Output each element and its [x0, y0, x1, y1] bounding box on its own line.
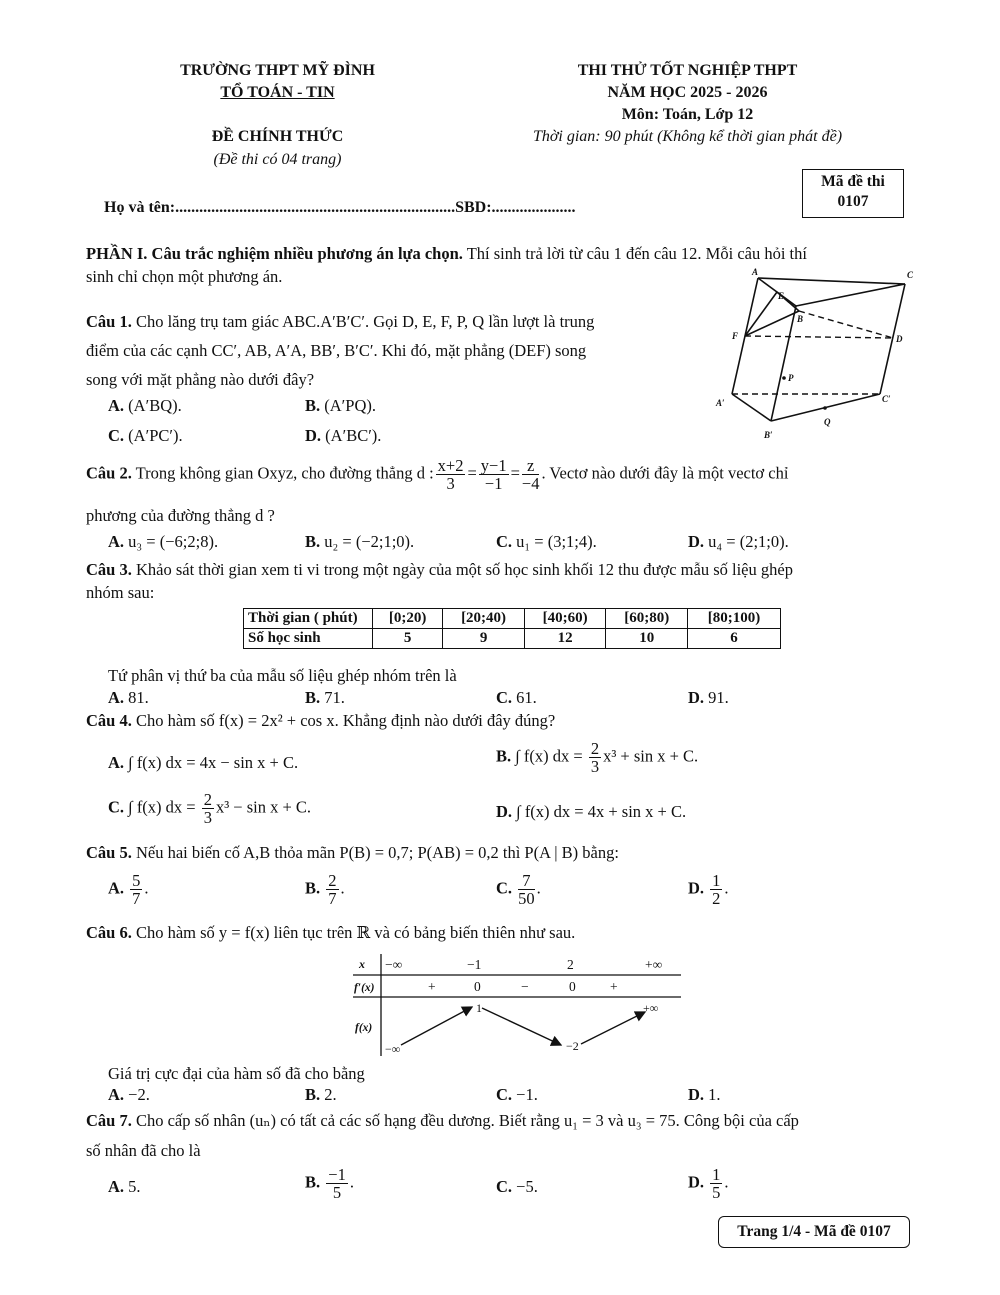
q7-option-b[interactable]	[305, 1166, 354, 1202]
q2-option-c-letter: C.	[496, 532, 513, 551]
exam-code-value: 0107	[837, 193, 869, 210]
q4-option-c-num: 2	[203, 790, 212, 809]
q2-option-c-text: u₁ = (3;1;4).	[512, 532, 597, 551]
prism-label-p: P	[788, 373, 794, 383]
vt-right-value: +∞	[643, 1001, 659, 1015]
q1-option-d-text: (A′BC′).	[321, 426, 382, 445]
q6-option-b-letter: B.	[305, 1085, 321, 1104]
vt-zero-2: 0	[569, 979, 576, 994]
part1-title: PHẦN I. Câu trắc nghiệm nhiều phương án lựa chọn.	[86, 244, 463, 263]
prism-label-a: A	[752, 267, 759, 277]
q3-option-a-letter: A.	[108, 688, 125, 707]
prism-label-d: D	[896, 334, 903, 344]
q6-text: Cho hàm số y = f(x) liên tục trên ℝ và có bảng biến thiên như sau.	[131, 923, 576, 942]
q3-option-c-letter: C.	[496, 688, 513, 707]
page-footer: Trang 1/4 - Mã đề 0107	[718, 1216, 910, 1248]
q7-option-a[interactable]	[108, 1177, 141, 1197]
q2-option-a[interactable]	[108, 532, 218, 552]
q2-option-c[interactable]	[496, 532, 597, 552]
q2-fraction-x	[436, 457, 466, 493]
q4-option-b-den: 3	[590, 757, 600, 777]
q7-option-a-letter: A.	[108, 1177, 125, 1196]
q3-option-b-letter: B.	[305, 688, 321, 707]
prism-label-a-prime: A′	[716, 398, 725, 408]
q2-equals-2: =	[510, 463, 520, 483]
q2-fraction-x-den: 3	[446, 474, 455, 494]
q6-option-c-letter: C.	[496, 1085, 513, 1104]
q4-option-b-post: x³ + sin x + C.	[603, 746, 699, 766]
frequency-table	[243, 608, 781, 649]
q5-option-c-fraction	[518, 872, 535, 908]
prism-label-f: F	[732, 331, 739, 341]
q3-option-a-text: 81.	[124, 688, 149, 707]
q1-label: Câu 1.	[86, 312, 132, 331]
prism-label-b-prime: B′	[764, 430, 773, 440]
vt-x3: 2	[567, 957, 574, 972]
q1-option-a[interactable]	[108, 396, 182, 416]
q1-option-b[interactable]	[305, 396, 376, 416]
q5-option-b-fraction	[326, 872, 338, 908]
q5-option-d-letter: D.	[688, 878, 705, 898]
q1-line1	[86, 312, 594, 332]
q6-option-d-text: 1.	[704, 1085, 721, 1104]
q2-option-a-letter: A.	[108, 532, 125, 551]
q3-label: Câu 3.	[86, 560, 132, 579]
q5-text: Nếu hai biến cố A,B thỏa mãn P(B) = 0,7; P(AB) = 0,2 thì P(A | B) bằng:	[131, 843, 619, 862]
table-header-cell: [60;80)	[606, 609, 688, 629]
q3-question: Tứ phân vị thứ ba của mẫu số liệu ghép nhóm trên là	[108, 666, 457, 685]
q3-option-b-text: 71.	[320, 688, 345, 707]
q4-option-b[interactable]	[496, 740, 698, 776]
q2-fraction-z-den: −4	[521, 474, 540, 494]
q5-option-b[interactable]	[305, 872, 345, 908]
q2-line2: phương của đường thẳng d ?	[86, 506, 275, 525]
table-cell: 9	[443, 629, 525, 649]
q6-question: Giá trị cực đại của hàm số đã cho bằng	[108, 1064, 365, 1083]
q4-option-c-pre: ∫ f(x) dx =	[124, 797, 200, 817]
school-name: TRƯỜNG THPT MỸ ĐÌNH	[180, 62, 375, 79]
q1-line2: điểm của các cạnh CC′, AB, A′A, BB′, B′C′. Khi đó, mặt phẳng (DEF) song	[86, 341, 587, 360]
vt-left-value: −∞	[385, 1042, 401, 1056]
q5-option-d-num: 1	[712, 871, 721, 890]
q4-option-a-letter: A.	[108, 753, 125, 772]
q5-option-a[interactable]	[108, 872, 149, 908]
table-cell: Số học sinh	[244, 629, 373, 649]
q4-line1	[86, 711, 555, 731]
q3-option-d-text: 91.	[704, 688, 729, 707]
q1-option-c-letter: C.	[108, 426, 125, 445]
q1-option-a-text: (A′BQ).	[124, 396, 182, 415]
part1-text-line2: sinh chỉ chọn một phương án.	[86, 267, 283, 286]
q3-line1	[86, 560, 793, 580]
table-header-cell: [20;40)	[443, 609, 525, 629]
q7-option-c-text: −5.	[512, 1177, 538, 1196]
q6-option-d-letter: D.	[688, 1085, 705, 1104]
q7-option-c-letter: C.	[496, 1177, 513, 1196]
q4-option-d-text: ∫ f(x) dx = 4x + sin x + C.	[512, 802, 687, 821]
q5-option-b-letter: B.	[305, 878, 321, 898]
q4-option-c[interactable]	[108, 791, 311, 827]
q7-option-d-den: 5	[712, 1183, 721, 1203]
vt-sign-2: −	[521, 979, 529, 994]
q7-option-d-num: 1	[712, 1165, 721, 1184]
q4-option-a-text: ∫ f(x) dx = 4x − sin x + C.	[124, 753, 299, 772]
vt-sign-3: +	[610, 979, 618, 994]
q7-option-b-num: −1	[328, 1165, 346, 1184]
q2-text-pre: Trong không gian Oxyz, cho đường thẳng d :	[131, 463, 434, 483]
q6-option-a-letter: A.	[108, 1085, 125, 1104]
table-header-cell: Thời gian ( phút)	[244, 609, 373, 629]
q5-option-a-num: 5	[132, 871, 141, 890]
q1-option-c-text: (A′PC′).	[124, 426, 183, 445]
table-header-cell: [0;20)	[373, 609, 443, 629]
vt-f-label: f(x)	[355, 1022, 373, 1034]
table-row	[244, 629, 781, 649]
prism-label-c-prime: C′	[882, 394, 891, 404]
variation-table	[345, 952, 685, 1058]
q1-text-1: Cho lăng trụ tam giác ABC.A′B′C′. Gọi D, E, F, P, Q lần lượt là trung	[131, 312, 595, 331]
prism-label-q: Q	[824, 417, 831, 427]
q6-line1	[86, 923, 575, 943]
q5-option-d-dot: .	[724, 878, 729, 898]
q6-option-c-text: −1.	[512, 1085, 538, 1104]
vt-zero-1: 0	[474, 979, 481, 994]
q5-option-b-den: 7	[328, 889, 337, 909]
q7-label: Câu 7.	[86, 1111, 132, 1130]
q2-option-d[interactable]	[688, 532, 789, 552]
table-header-cell: [80;100)	[688, 609, 781, 629]
vt-min-value: −2	[566, 1039, 579, 1053]
vt-sign-1: +	[428, 979, 436, 994]
prism-label-b: B	[797, 314, 804, 324]
q4-option-b-fraction	[589, 740, 601, 776]
q4-option-c-letter: C.	[108, 797, 125, 817]
q1-option-b-text: (A′PQ).	[320, 396, 376, 415]
q5-option-d-den: 2	[712, 889, 721, 909]
q3-option-b[interactable]	[305, 688, 345, 708]
part1-intro	[86, 244, 807, 264]
q6-option-d[interactable]	[688, 1085, 721, 1105]
q4-option-b-pre: ∫ f(x) dx =	[511, 746, 587, 766]
q3-option-d-letter: D.	[688, 688, 705, 707]
q2-fraction-x-num: x+2	[437, 456, 464, 475]
q5-option-a-dot: .	[144, 878, 149, 898]
q1-option-a-letter: A.	[108, 396, 125, 415]
school-year: NĂM HỌC 2025 - 2026	[607, 84, 768, 101]
q4-option-a[interactable]	[108, 753, 298, 773]
time-note: Thời gian: 90 phút (Không kể thời gian phát đề)	[532, 128, 843, 145]
q4-option-d[interactable]	[496, 802, 686, 822]
q2-label: Câu 2.	[86, 463, 132, 483]
q6-option-c[interactable]	[496, 1085, 538, 1105]
q1-option-c[interactable]	[108, 426, 183, 446]
q7-option-d[interactable]	[688, 1166, 729, 1202]
q3-option-c-text: 61.	[512, 688, 537, 707]
q7-option-b-den: 5	[332, 1183, 342, 1203]
prism-label-c: C	[907, 270, 914, 280]
q4-label: Câu 4.	[86, 711, 132, 730]
vt-max-value: 1	[476, 1001, 482, 1015]
q6-option-b-text: 2.	[320, 1085, 337, 1104]
prism-figure	[708, 266, 923, 446]
exam-code-label: Mã đề thi	[821, 173, 885, 190]
q7-option-b-letter: B.	[305, 1172, 321, 1192]
q5-option-a-den: 7	[132, 889, 141, 909]
q5-option-c-num: 7	[518, 872, 535, 890]
exam-code-box	[802, 169, 904, 218]
q7-option-c[interactable]	[496, 1177, 538, 1197]
vt-x-label: x	[359, 957, 365, 971]
vt-x4: +∞	[645, 957, 663, 972]
q5-option-c-letter: C.	[496, 878, 513, 898]
q1-option-d-letter: D.	[305, 426, 322, 445]
department-name: TỔ TOÁN - TIN	[220, 84, 335, 101]
q4-option-c-post: x³ − sin x + C.	[215, 797, 312, 817]
q5-option-a-letter: A.	[108, 878, 125, 898]
q7-line2: số nhân đã cho là	[86, 1141, 201, 1160]
table-cell: 10	[606, 629, 688, 649]
q5-option-c-den: 50	[518, 889, 535, 909]
q6-option-b[interactable]	[305, 1085, 337, 1105]
q2-fraction-y	[479, 457, 509, 493]
q2-option-a-text: u₃ = (−6;2;8).	[124, 532, 219, 551]
q4-option-b-num: 2	[590, 739, 600, 758]
q6-option-a-text: −2.	[124, 1085, 150, 1104]
table-cell: 5	[373, 629, 443, 649]
q3-line2: nhóm sau:	[86, 583, 155, 602]
q1-option-d[interactable]	[305, 426, 381, 446]
q5-option-b-num: 2	[328, 871, 337, 890]
vt-fprime-label: f′(x)	[354, 982, 375, 994]
table-cell: 6	[688, 629, 781, 649]
q7-option-b-fraction	[326, 1166, 348, 1202]
q6-option-a[interactable]	[108, 1085, 150, 1105]
table-row	[244, 609, 781, 629]
q2-equals-1: =	[467, 463, 477, 483]
q2-fraction-y-den: −1	[484, 474, 503, 494]
q2-line1	[86, 457, 788, 493]
q5-option-b-dot: .	[340, 878, 345, 898]
q2-option-b[interactable]	[305, 532, 414, 552]
q7-text-1: Cho cấp số nhân (uₙ) có tất cả các số hạng đều dương. Biết rằng u₁ = 3 và u₃ = 75. Công bội của cấp	[131, 1111, 799, 1130]
subject: Môn: Toán, Lớp 12	[621, 106, 754, 123]
q4-option-c-den: 3	[203, 808, 212, 828]
q7-line1	[86, 1111, 799, 1131]
q5-option-a-fraction	[130, 872, 142, 908]
q2-text-post: . Vectơ nào dưới đây là một vectơ chỉ	[541, 463, 789, 483]
q5-line1	[86, 843, 619, 863]
vt-x2: −1	[467, 957, 482, 972]
q2-fraction-y-num: y−1	[480, 456, 507, 475]
q5-option-c[interactable]	[496, 872, 541, 908]
q7-option-d-fraction	[710, 1166, 722, 1202]
q3-option-d[interactable]	[688, 688, 729, 708]
q6-label: Câu 6.	[86, 923, 132, 942]
table-header-cell: [40;60)	[524, 609, 606, 629]
q5-option-d-fraction	[710, 872, 722, 908]
q3-option-c[interactable]	[496, 688, 537, 708]
q7-option-b-dot: .	[349, 1172, 354, 1192]
q2-option-b-letter: B.	[305, 532, 321, 551]
q3-option-a[interactable]	[108, 688, 149, 708]
table-cell: 12	[524, 629, 606, 649]
vt-x1: −∞	[385, 957, 403, 972]
q5-option-d[interactable]	[688, 872, 729, 908]
q2-option-b-text: u₂ = (−2;1;0).	[320, 532, 415, 551]
q1-option-b-letter: B.	[305, 396, 321, 415]
q7-option-d-dot: .	[724, 1172, 729, 1192]
q2-option-d-letter: D.	[688, 532, 705, 551]
prism-label-e: E	[778, 291, 785, 301]
q4-option-b-letter: B.	[496, 746, 512, 766]
q1-line3: song với mặt phẳng nào dưới đây?	[86, 370, 315, 389]
q4-option-c-fraction	[202, 791, 214, 827]
q2-fraction-z-num: z	[522, 457, 540, 475]
student-name-line[interactable]: Họ và tên:......................................................................SBD:.....................	[104, 199, 576, 216]
q7-option-a-text: 5.	[124, 1177, 141, 1196]
pages-note: (Đề thi có 04 trang)	[213, 151, 342, 168]
q4-text: Cho hàm số f(x) = 2x² + cos x. Khẳng định nào dưới đây đúng?	[131, 711, 556, 730]
q5-option-c-dot: .	[536, 878, 541, 898]
q2-fraction-z	[522, 457, 540, 493]
q7-option-d-letter: D.	[688, 1172, 705, 1192]
q2-option-d-text: u₄ = (2;1;0).	[704, 532, 789, 551]
q5-label: Câu 5.	[86, 843, 132, 862]
part1-text: Thí sinh trả lời từ câu 1 đến câu 12. Mỗi câu hỏi thí	[462, 244, 807, 263]
exam-title: THI THỬ TỐT NGHIỆP THPT	[577, 62, 798, 79]
q4-option-d-letter: D.	[496, 802, 513, 821]
official-label: ĐỀ CHÍNH THỨC	[211, 128, 344, 145]
q3-text-1: Khảo sát thời gian xem ti vi trong một ngày của một số học sinh khối 12 thu được mẫu số liệu ghép	[131, 560, 793, 579]
